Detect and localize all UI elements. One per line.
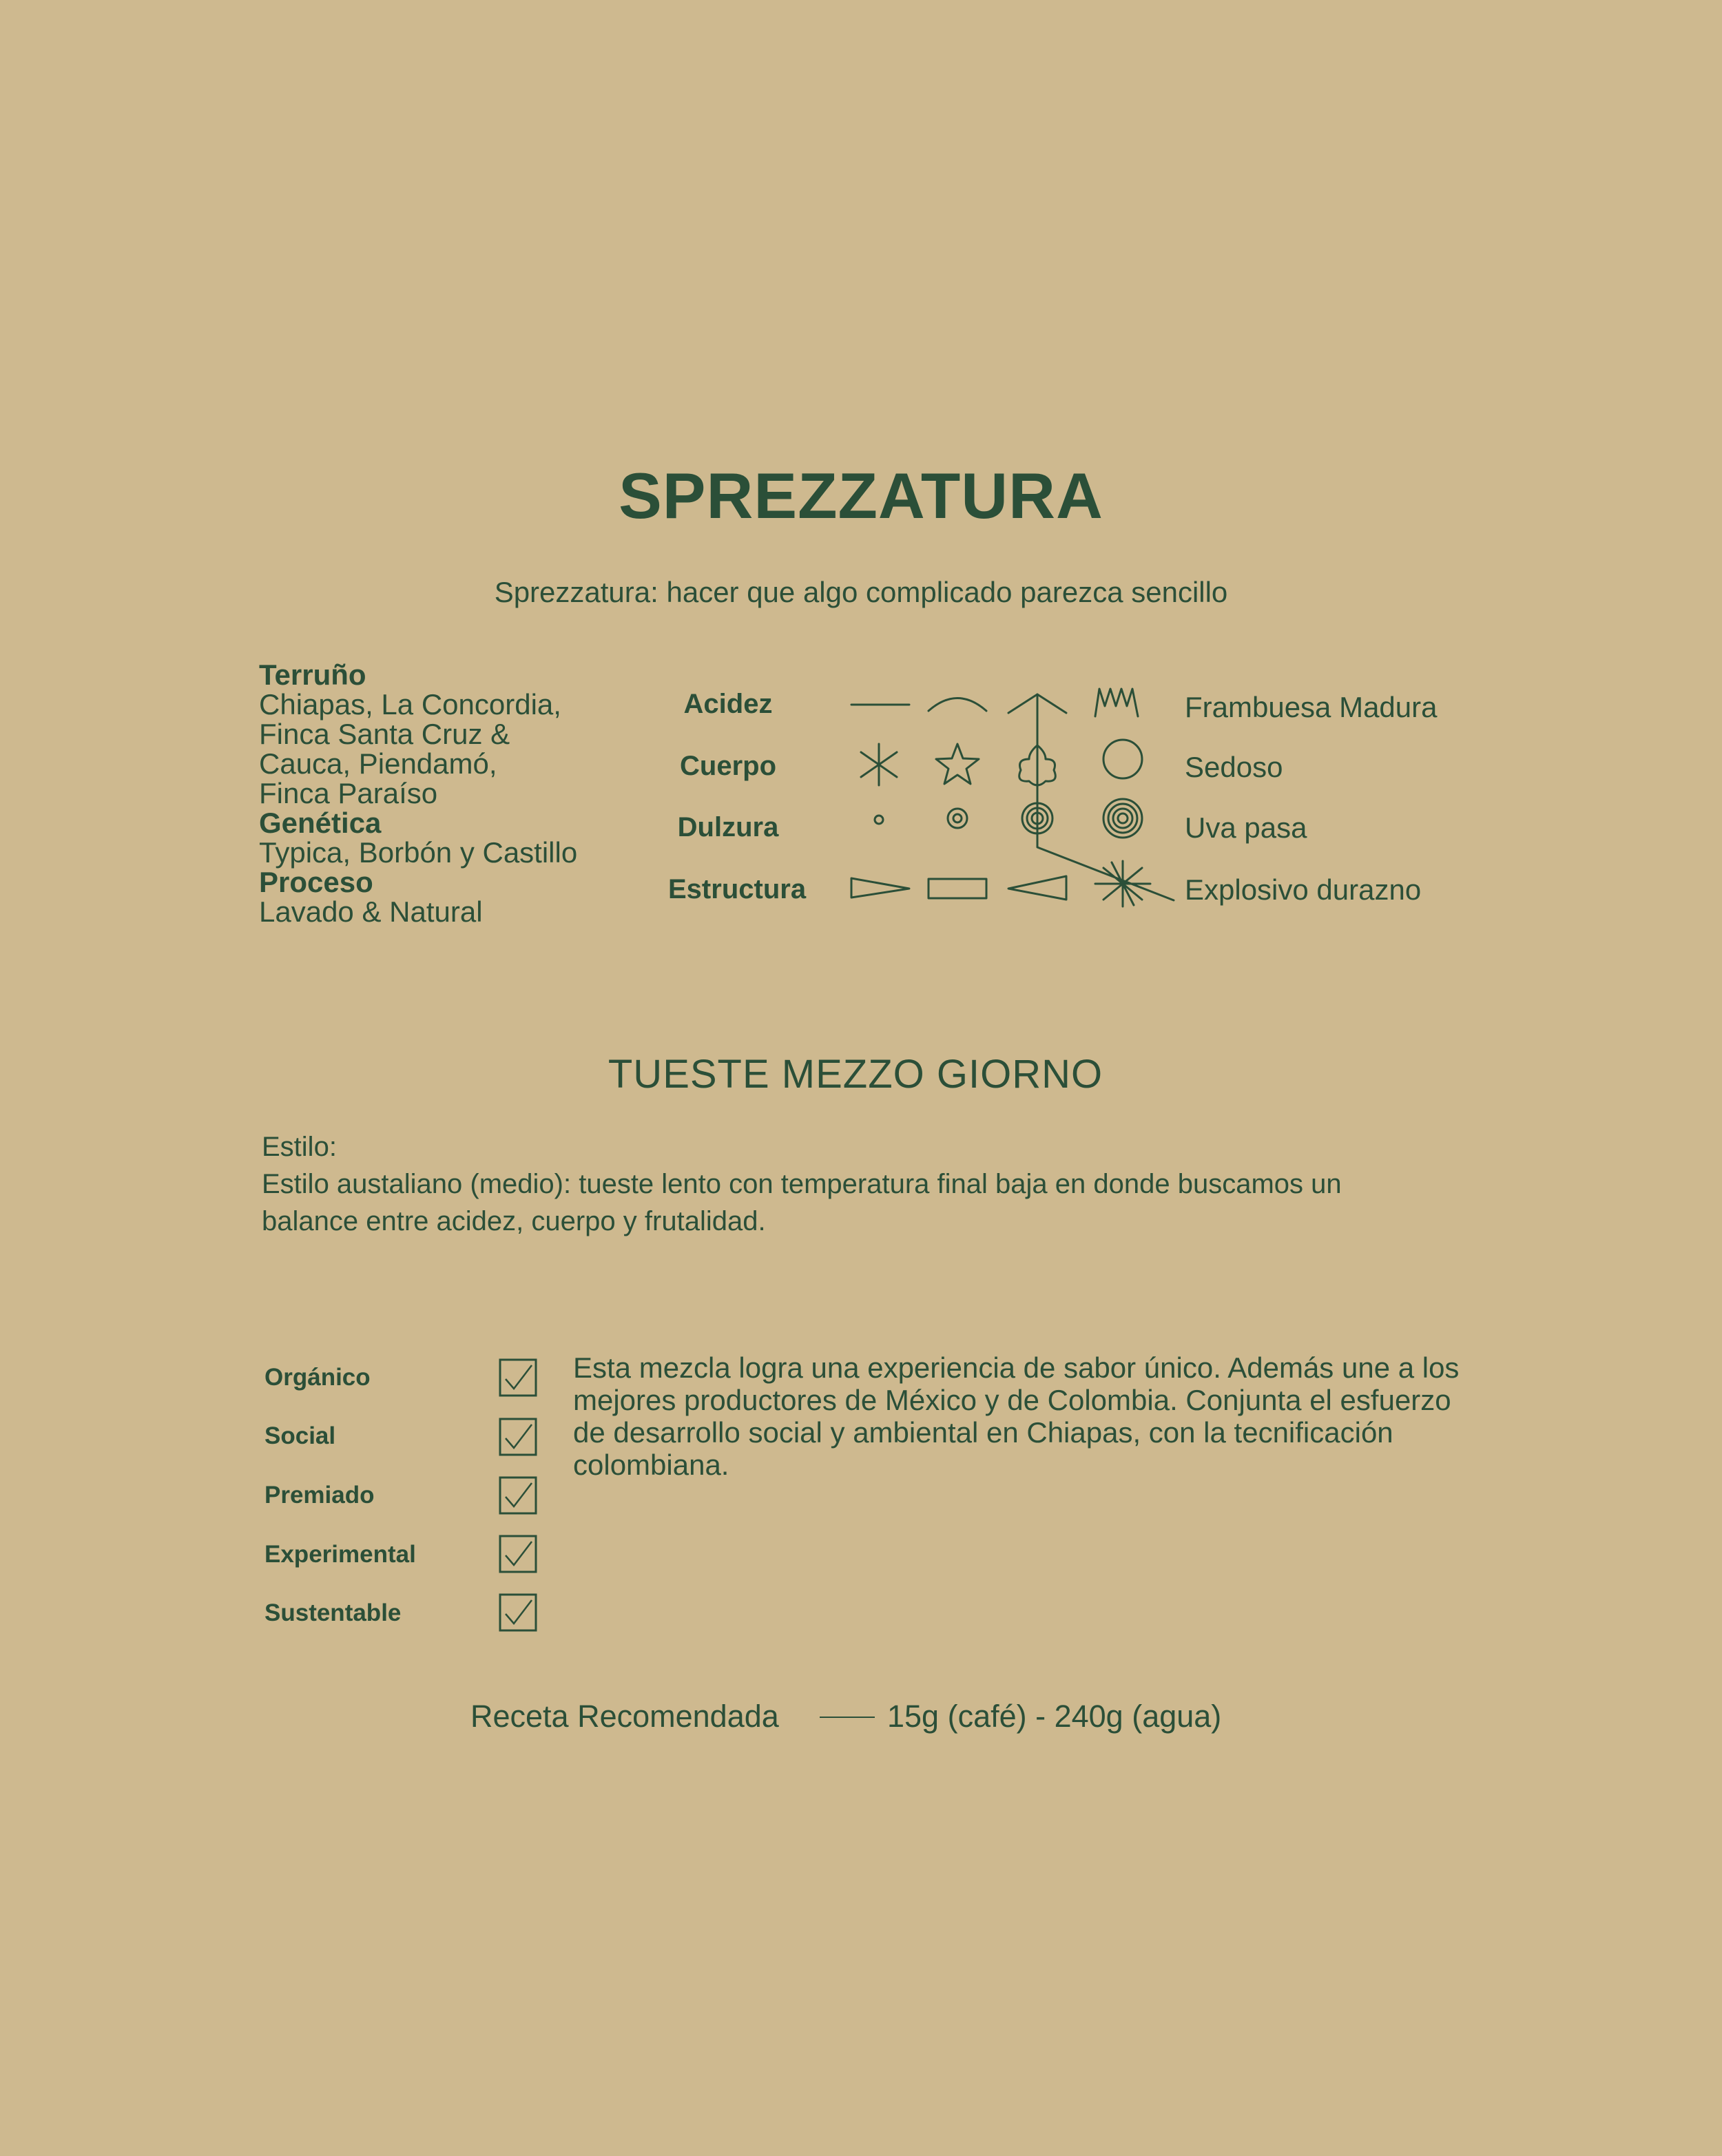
profile-label-sweetness: Dulzura — [677, 812, 779, 842]
blend-description: Esta mezcla logra una experiencia de sabor único. Además une a los mejores productores de México y de Colombia. Conjunta el esfuerzo de desarrollo social y ambiental en Chiapas, con la tecnificación colombiana. — [573, 1351, 1460, 1481]
recipe-label: Receta Recomendada — [470, 1699, 779, 1734]
checkbox-awarded-icon — [499, 1476, 537, 1515]
product-title: SPREZZATURA — [619, 459, 1103, 532]
roast-style-label: Estilo: — [262, 1132, 337, 1162]
attribute-label-sustainable: Sustentable — [264, 1599, 402, 1626]
recipe-divider — [820, 1717, 875, 1718]
body-level-1-icon — [861, 744, 897, 785]
sweetness-level-2-icon — [948, 809, 967, 828]
structure-level-2-icon — [929, 879, 986, 898]
body-level-4-icon — [1103, 740, 1142, 778]
acidity-level-2-icon — [929, 698, 986, 712]
product-subtitle: Sprezzatura: hacer que algo complicado parezca sencillo — [494, 576, 1228, 608]
roast-title: TUESTE MEZZO GIORNO — [608, 1052, 1103, 1097]
acidity-level-4-icon — [1095, 689, 1138, 716]
attribute-label-awarded: Premiado — [264, 1482, 375, 1509]
roast-style — [262, 1128, 1502, 1240]
attribute-label-experimental: Experimental — [264, 1541, 416, 1568]
roast-style-line-2: balance entre acidez, cuerpo y frutalidad. — [262, 1206, 766, 1236]
roast-style-line-1: Estilo austaliano (medio): tueste lento con temperatura final baja en donde buscamos un — [262, 1169, 1342, 1199]
genetics-value: Typica, Borbón y Castillo — [259, 836, 578, 869]
structure-level-3-icon — [1008, 876, 1066, 900]
profile-note-structure: Explosivo durazno — [1185, 873, 1422, 906]
profile-note-body: Sedoso — [1185, 751, 1283, 783]
checkbox-experimental-icon — [499, 1535, 537, 1573]
structure-level-4-icon — [1095, 861, 1150, 906]
process-value: Lavado & Natural — [259, 895, 483, 928]
sweetness-level-1-icon — [875, 816, 883, 824]
body-level-2-icon — [936, 744, 979, 784]
genetics-label: Genética — [259, 807, 382, 839]
checkbox-organic-icon — [499, 1358, 537, 1397]
attribute-label-organic: Orgánico — [264, 1364, 371, 1391]
recipe-value: 15g (café) - 240g (agua) — [887, 1699, 1222, 1734]
profile-note-acidity: Frambuesa Madura — [1185, 691, 1438, 723]
origin-info — [259, 660, 645, 926]
checkbox-sustainable-icon — [499, 1593, 537, 1632]
profile-label-acidity: Acidez — [683, 689, 773, 719]
flavor-profile-glyphs — [827, 675, 1185, 916]
checkbox-social-icon — [499, 1418, 537, 1456]
process-label: Proceso — [259, 866, 373, 898]
profile-label-structure: Estructura — [668, 874, 807, 904]
profile-label-body: Cuerpo — [680, 751, 776, 781]
structure-level-1-icon — [851, 878, 909, 898]
terroir-value: Chiapas, La Concordia, Finca Santa Cruz & Cauca, Piendamó, Finca Paraíso — [259, 688, 561, 809]
terroir-label: Terruño — [259, 659, 366, 691]
attribute-label-social: Social — [264, 1422, 336, 1449]
profile-note-sweetness: Uva pasa — [1185, 811, 1307, 844]
sweetness-level-4-icon — [1103, 799, 1142, 838]
